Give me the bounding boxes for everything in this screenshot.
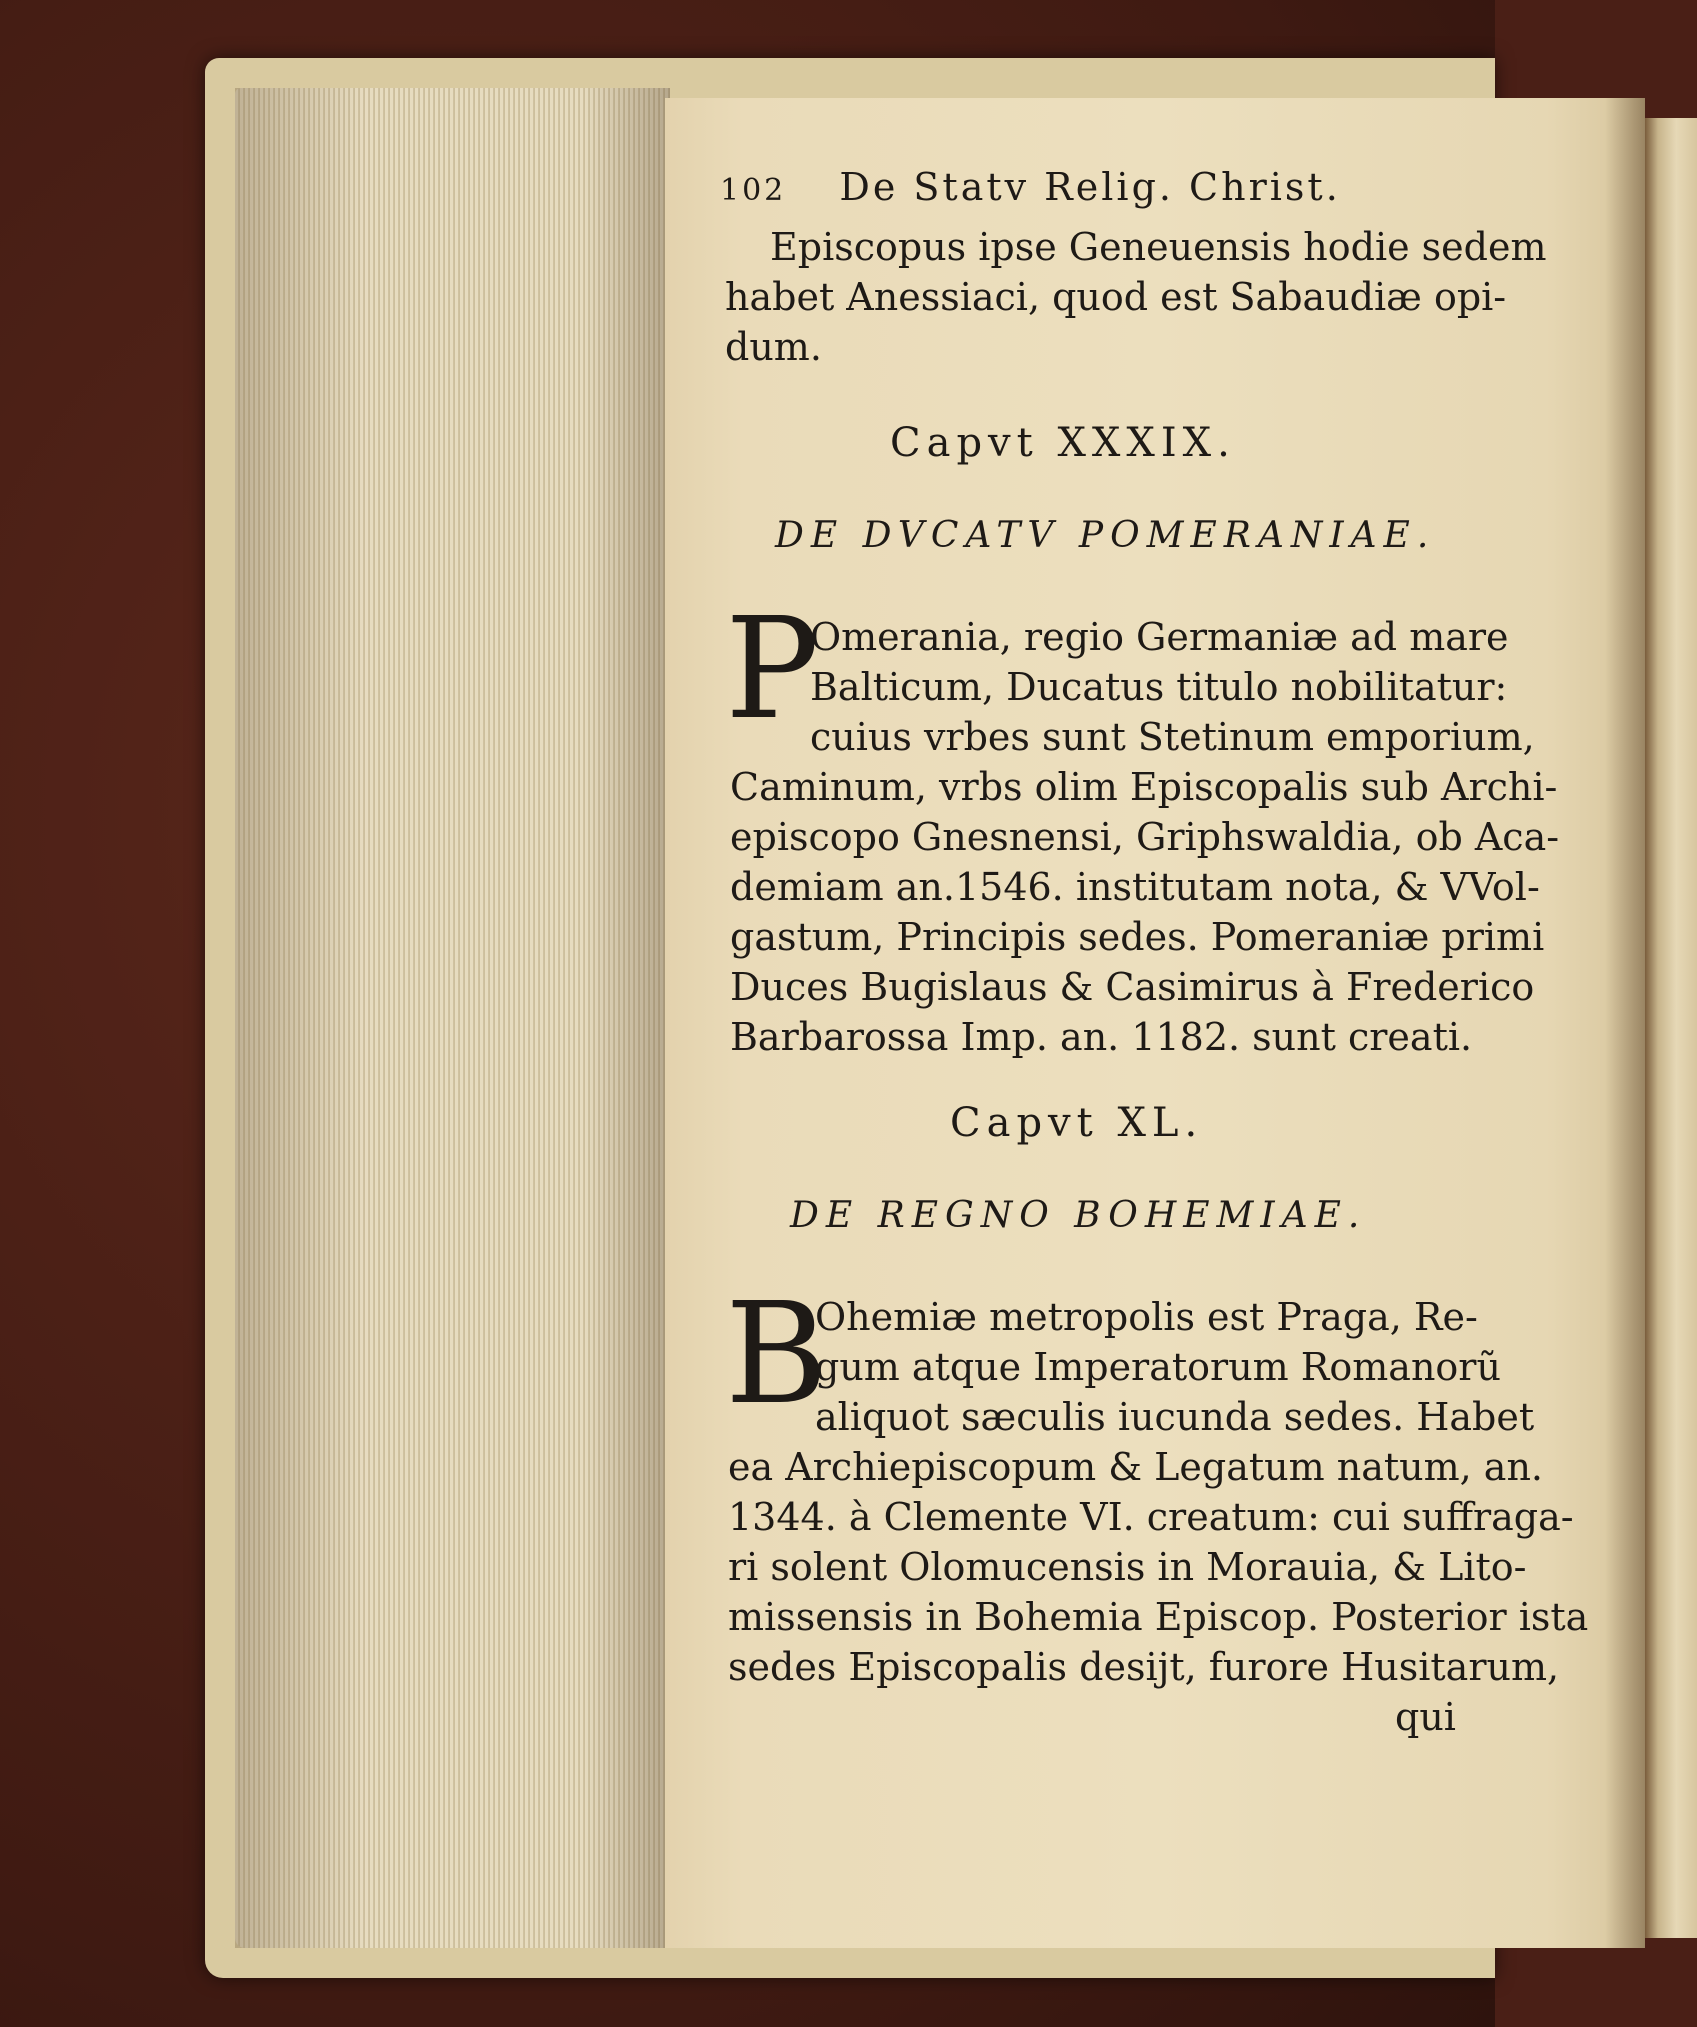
catchword: qui bbox=[1395, 1695, 1456, 1739]
drop-cap-p: P bbox=[725, 588, 820, 751]
ch39-line-2: Balticum, Ducatus titulo nobilitatur: bbox=[810, 665, 1508, 709]
ch40-line-4: ea Archiepiscopum & Legatum natum, an. bbox=[728, 1445, 1544, 1489]
ch39-line-1: Omerania, regio Germaniæ ad mare bbox=[810, 615, 1509, 659]
ch40-line-2: gum atque Imperatorum Romanorũ bbox=[815, 1345, 1501, 1389]
chapter-heading-39: Capvt XXXIX. bbox=[890, 420, 1236, 466]
ch39-line-5: episcopo Gnesnensi, Griphswaldia, ob Aca- bbox=[730, 815, 1560, 859]
lead-line-1: Episcopus ipse Geneuensis hodie sedem bbox=[770, 225, 1547, 269]
ch39-line-6: demiam an.1546. institutam nota, & VVol- bbox=[730, 865, 1540, 909]
page-number: 102 bbox=[720, 173, 787, 208]
ch40-line-3: aliquot sæculis iucunda sedes. Habet bbox=[815, 1395, 1535, 1439]
gutter bbox=[1645, 118, 1697, 1938]
ch40-line-1: Ohemiæ metropolis est Praga, Re- bbox=[815, 1295, 1478, 1339]
ch40-line-8: sedes Episcopalis desijt, furore Husitarum, bbox=[728, 1645, 1560, 1689]
running-head-title: De Statv Relig. Christ. bbox=[839, 165, 1341, 209]
ch40-line-6: ri solent Olomucensis in Morauia, & Lito- bbox=[728, 1545, 1527, 1589]
ch40-line-5: 1344. à Clemente VI. creatum: cui suffraga- bbox=[728, 1495, 1574, 1539]
lead-line-2: habet Anessiaci, quod est Sabaudiæ opi- bbox=[725, 275, 1507, 319]
running-head bbox=[720, 165, 1341, 209]
chapter-subheading-39: DE DVCATV POMERANIAE. bbox=[775, 515, 1436, 556]
ch39-line-8: Duces Bugislaus & Casimirus à Frederico bbox=[730, 965, 1535, 1009]
gutter-shadow bbox=[1605, 98, 1645, 1948]
ch39-line-9: Barbarossa Imp. an. 1182. sunt creati. bbox=[730, 1015, 1473, 1059]
page-stack-edge bbox=[235, 88, 670, 1948]
ch40-line-7: missensis in Bohemia Episcop. Posterior ista bbox=[728, 1595, 1589, 1639]
ch39-line-4: Caminum, vrbs olim Episcopalis sub Archi- bbox=[730, 765, 1558, 809]
drop-cap-b: B bbox=[725, 1273, 828, 1436]
chapter-heading-40: Capvt XL. bbox=[950, 1100, 1204, 1146]
lead-line-3: dum. bbox=[725, 325, 822, 369]
ch39-line-3: cuius vrbes sunt Stetinum emporium, bbox=[810, 715, 1535, 759]
chapter-subheading-40: DE REGNO BOHEMIAE. bbox=[790, 1195, 1367, 1236]
ch39-line-7: gastum, Principis sedes. Pomeraniæ primi bbox=[730, 915, 1545, 959]
